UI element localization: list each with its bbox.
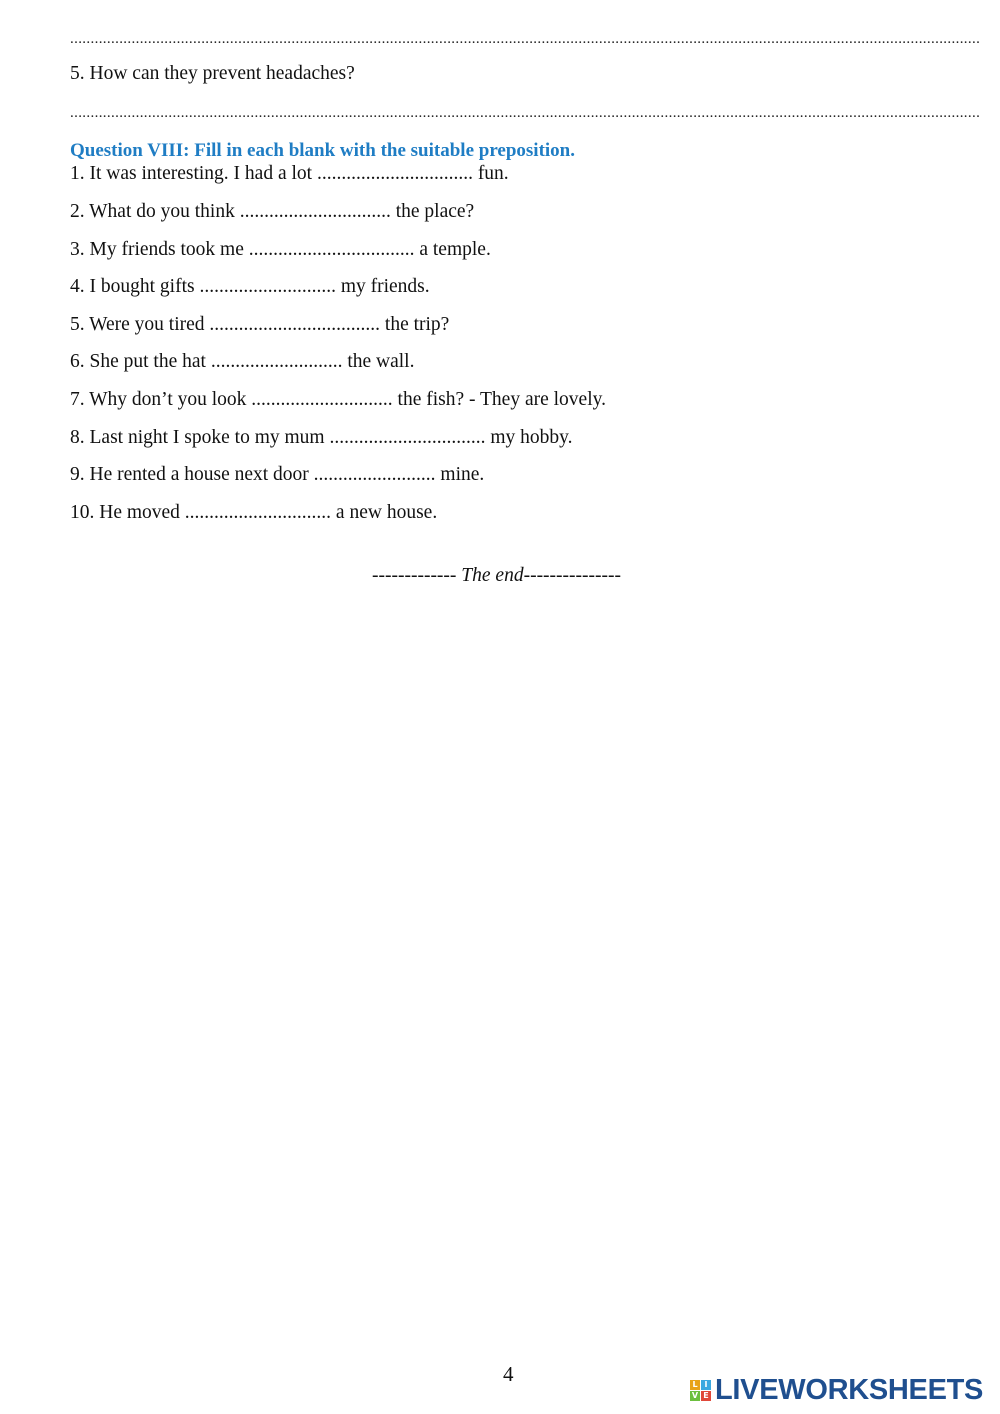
exercise-item: 6. She put the hat ........................... the wall. — [70, 351, 415, 372]
logo-tile: L — [690, 1380, 700, 1390]
liveworksheets-logo[interactable] — [690, 1375, 983, 1405]
logo-tile: V — [691, 1390, 699, 1400]
answer-line-dotted: .............................................................................................................................................................................................................................. — [70, 105, 981, 121]
exercise-item: 3. My friends took me .................................. a temple. — [70, 239, 491, 260]
logo-tile: I — [701, 1380, 711, 1390]
logo-tile: E — [701, 1391, 711, 1401]
section-heading: Question VIII: Fill in each blank with the suitable preposition. — [70, 140, 576, 161]
liveworksheets-logo-icon — [690, 1380, 711, 1401]
end-text: The end — [461, 565, 524, 586]
brand-name: LIVEWORKSHEETS — [715, 1374, 984, 1406]
end-dashes-left: ------------- — [372, 565, 462, 586]
exercise-item: 2. What do you think ............................... the place? — [70, 201, 475, 222]
question-5-text: 5. How can they prevent headaches? — [70, 63, 355, 84]
end-marker — [372, 564, 621, 588]
end-dashes-right: --------------- — [523, 565, 621, 586]
exercise-item: 5. Were you tired ................................... the trip? — [70, 314, 450, 335]
exercise-item: 8. Last night I spoke to my mum ................................ my hobby. — [70, 427, 573, 448]
exercise-item: 4. I bought gifts ............................ my friends. — [70, 276, 430, 297]
answer-line-dotted: .............................................................................................................................................................................................................................. — [70, 31, 981, 47]
exercise-item: 1. It was interesting. I had a lot ................................ fun. — [70, 163, 509, 184]
page-number: 4 — [503, 1362, 514, 1386]
exercise-item: 7. Why don’t you look ............................. the fish? - They are lovely. — [70, 389, 606, 410]
exercise-item: 9. He rented a house next door ......................... mine. — [70, 464, 485, 485]
exercise-item: 10. He moved .............................. a new house. — [70, 502, 438, 523]
